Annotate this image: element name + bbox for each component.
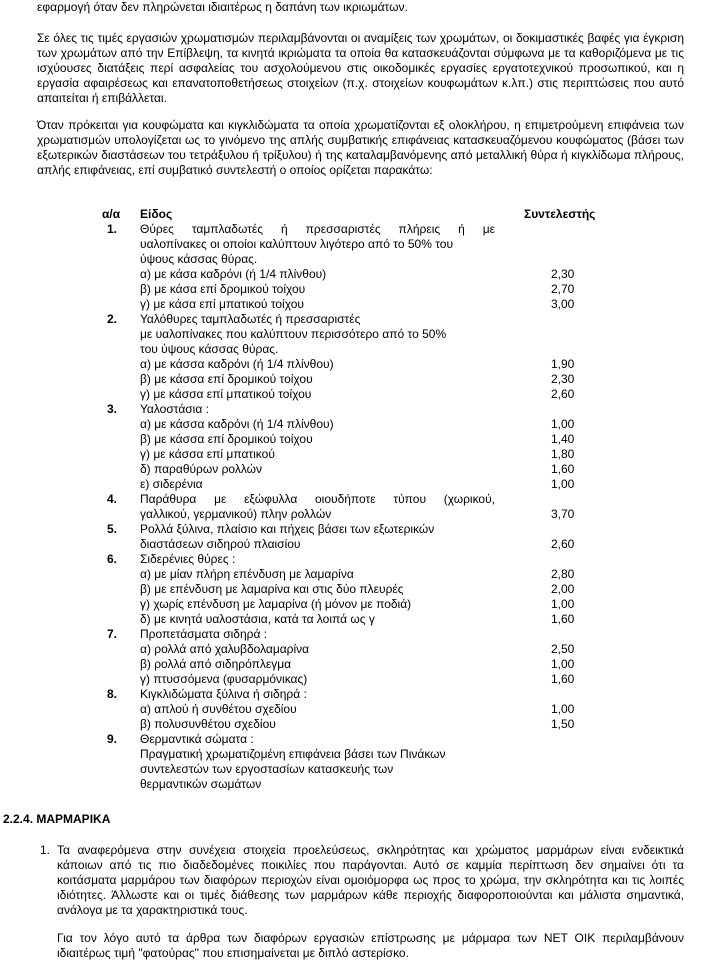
row-text: β) με επένδυση με λαμαρίνα και στις δύο πλευρές (140, 582, 404, 596)
row-text: διαστάσεων σιδηρού πλαισίου (140, 537, 301, 551)
row-coefficient: 2,30 (551, 267, 575, 281)
row-coefficient: 3,70 (551, 507, 575, 521)
row-coefficient: 1,80 (551, 447, 575, 461)
row-coefficient: 2,60 (551, 537, 575, 551)
row-coefficient: 1,60 (551, 672, 575, 686)
row-text: δ) παραθύρων ρολλών (140, 462, 263, 476)
row-coefficient: 1,00 (551, 417, 575, 431)
row-text: Προπετάσματα σιδηρά : (140, 627, 268, 641)
row-coefficient: 1,00 (551, 657, 575, 671)
row-text: β) πολυσυνθέτου σχεδίου (140, 717, 276, 731)
row-coefficient: 2,80 (551, 567, 575, 581)
intro-paragraph-1: Σε όλες τις τιμές εργασιών χρωματισμών περιλαμβάνονται οι αναμίξεις των χρωμάτων, οι δοκιμαστικές βαφές για έγκριση των χρωμάτων από την Επίβλεψη, τα κινητά ικριώματα τα οποία θα κατασκευάζονται σύμφωνα με τα καθοριζόμενα με τις ισχύουσες διατάξεις περί ασφαλείας του ασχολούμενου στις οικοδομικές εργασίες εργατοτεχνικού προσωπικού, και η εργασία αφαιρέσεως και επανατοποθετήσεως στοιχείων (π.χ. στοιχείων κουφωμάτων κ.λπ.) στις περιπτώσεις που αυτό απαιτείται ή επιβάλλεται. (37, 31, 684, 105)
row-text: α) με κάσσα καδρόνι (ή 1/4 πλίνθου) (140, 357, 334, 371)
row-text: δ) με κινητά υαλοστάσια, κατά τα λοιπά ως γ (140, 612, 375, 626)
section-paragraph-1: Τα αναφερόμενα στην συνέχεια στοιχεία προελεύσεως, σκληρότητας και χρώματος μαρμάρων είναι ενδεικτικά κάποιων από τις πιο διαδεδομένες ποικιλίες που παράγονται. Αυτό σε καμμία περίπτωση δεν σημαίνει ότι τα κοιτάσματα μαρμάρου των διαφόρων περιοχών είναι ομοιόμορφα ως προς το χρώμα, την σκληρότητα και τις λοιπές ιδιότητες. Άλλωστε και οι τιμές διάθεσης των μαρμάρων κάθε περιοχής διαφοροποιούνται και μάλιστα σημαντικά, ανάλογα με τα χαρακτηριστικά τους. (57, 843, 684, 917)
row-text: με υαλοπίνακες που καλύπτουν περισσότερο από το 50% (140, 327, 447, 341)
row-text: γ) χωρίς επένδυση με λαμαρίνα (ή μόνον με ποδιά) (140, 597, 412, 611)
row-number: 8. (106, 687, 117, 701)
section-item-number: 1. (40, 843, 51, 857)
row-number: 7. (106, 627, 117, 641)
row-text: Θερμαντικά σώματα : (140, 732, 254, 746)
row-text: γ) με κάσα επί μπατικού τοίχου (140, 297, 304, 311)
row-number: 3. (106, 402, 117, 416)
row-text: α) με κάσσα καδρόνι (ή 1/4 πλίνθου) (140, 417, 334, 431)
row-coefficient: 1,50 (551, 717, 575, 731)
row-coefficient: 1,90 (551, 357, 575, 371)
row-text: Ρολλά ξύλινα, πλαίσιο και πήχεις βάσει των εξωτερικών (140, 522, 435, 536)
row-text: β) με κάσσα επί δρομικού τοίχου (140, 372, 313, 386)
row-text: Πραγματική χρωματιζομένη επιφάνεια βάσει των Πινάκων (140, 747, 446, 761)
row-text: Θύρες ταμπλαδωτές ή πρεσσαριστές πλήρεις ή με (140, 222, 495, 236)
row-text: α) ρολλά από χαλυβδολαμαρίνα (140, 642, 310, 656)
row-text: Υαλόθυρες ταμπλαδωτές ή πρεσσαριστές (140, 312, 361, 326)
section-title: 2.2.4. ΜΑΡΜΑΡΙΚΑ (3, 812, 111, 826)
row-text: του ύψους κάσσας θύρας. (140, 342, 279, 356)
row-text: β) με κάσσα επί δρομικού τοίχου (140, 432, 313, 446)
row-number: 4. (106, 492, 117, 506)
intro-paragraph-2: Όταν πρόκειται για κουφώματα και κιγκλιδώματα τα οποία χρωματίζονται εξ ολοκλήρου, η επιμετρούμενη επιφάνεια των χρωματισμών υπολογίζεται ως το γινόμενο της απλής συμβατικής επιφάνειας κατασκευαζόμενου κουφώματος (βάσει των εξωτερικών διαστάσεων του τετράξυλου ή τρίξυλου) ή της καταλαμβανόμενης από μεταλλική θύρα ή κιγκλίδωμα πλήρους, απλής επιφάνειας, επί συμβατικό συντελεστή ο οποίος ορίζεται παρακάτω: (37, 118, 684, 177)
section-paragraph-2: Για τον λόγο αυτό τα άρθρα των διαφόρων εργασιών επίστρωσης με μάρμαρα των ΝΕΤ ΟΙΚ περιλαμβάνουν ιδιαιτέρως τιμή "φατούρας" που επισημαίνεται με διπλό αστερίσκο. (57, 931, 684, 960)
row-text: γ) με κάσσα επί μπατικού τοίχου (140, 387, 312, 401)
table-header-coefficient: Συντελεστής (524, 207, 596, 221)
row-number: 1. (106, 222, 117, 236)
row-coefficient: 2,00 (551, 582, 575, 596)
row-text: α) απλού ή συνθέτου σχεδίου (140, 702, 297, 716)
row-coefficient: 2,30 (551, 372, 575, 386)
row-coefficient: 2,50 (551, 642, 575, 656)
row-number: 6. (106, 552, 117, 566)
row-coefficient: 1,00 (551, 477, 575, 491)
row-number: 2. (106, 312, 117, 326)
row-text: β) με κάσα επί δρομικού τοίχου (140, 282, 306, 296)
row-coefficient: 1,40 (551, 432, 575, 446)
row-text: ε) σιδερένια (140, 477, 203, 491)
row-text: Σιδερένιες θύρες : (140, 552, 236, 566)
row-coefficient: 3,00 (551, 297, 575, 311)
row-coefficient: 1,60 (551, 612, 575, 626)
row-coefficient: 1,00 (551, 702, 575, 716)
row-coefficient: 2,60 (551, 387, 575, 401)
row-number: 9. (106, 732, 117, 746)
row-text: β) ρολλά από σιδηρόπλεγμα (140, 657, 292, 671)
intro-paragraph-0: εφαρμογή όταν δεν πληρώνεται ιδιαιτέρως η δαπάνη των ικριωμάτων. (37, 0, 408, 14)
row-text: α) με μίαν πλήρη επένδυση με λαμαρίνα (140, 567, 354, 581)
row-text: υαλοπίνακες οι οποίοι καλύπτουν λιγότερο από το 50% του (140, 237, 454, 251)
row-text: α) με κάσα καδρόνι (ή 1/4 πλίνθου) (140, 267, 327, 281)
row-text: Υαλοστάσια : (140, 402, 209, 416)
row-text: Παράθυρα με εξώφυλλα οιουδήποτε τύπου (χωρικού, (140, 492, 495, 506)
row-text: ύψους κάσσας θύρας. (140, 252, 258, 266)
row-text: γ) με κάσσα επί μπατικού (140, 447, 275, 461)
row-coefficient: 2,70 (551, 282, 575, 296)
row-text: γαλλικού, γερμανικού) πλην ρολλών (140, 507, 332, 521)
table-header-number: α/α (102, 207, 121, 221)
row-text: συντελεστών των εργοστασίων κατασκευής των (140, 762, 394, 776)
row-coefficient: 1,60 (551, 462, 575, 476)
row-text: Κιγκλιδώματα ξύλινα ή σιδηρά : (140, 687, 307, 701)
row-number: 5. (106, 522, 117, 536)
row-text: θερμαντικών σωμάτων (140, 777, 262, 791)
row-coefficient: 1,00 (551, 597, 575, 611)
table-header-kind: Είδος (140, 207, 173, 221)
row-text: γ) πτυσσόμενα (φυσαρμόνικας) (140, 672, 308, 686)
